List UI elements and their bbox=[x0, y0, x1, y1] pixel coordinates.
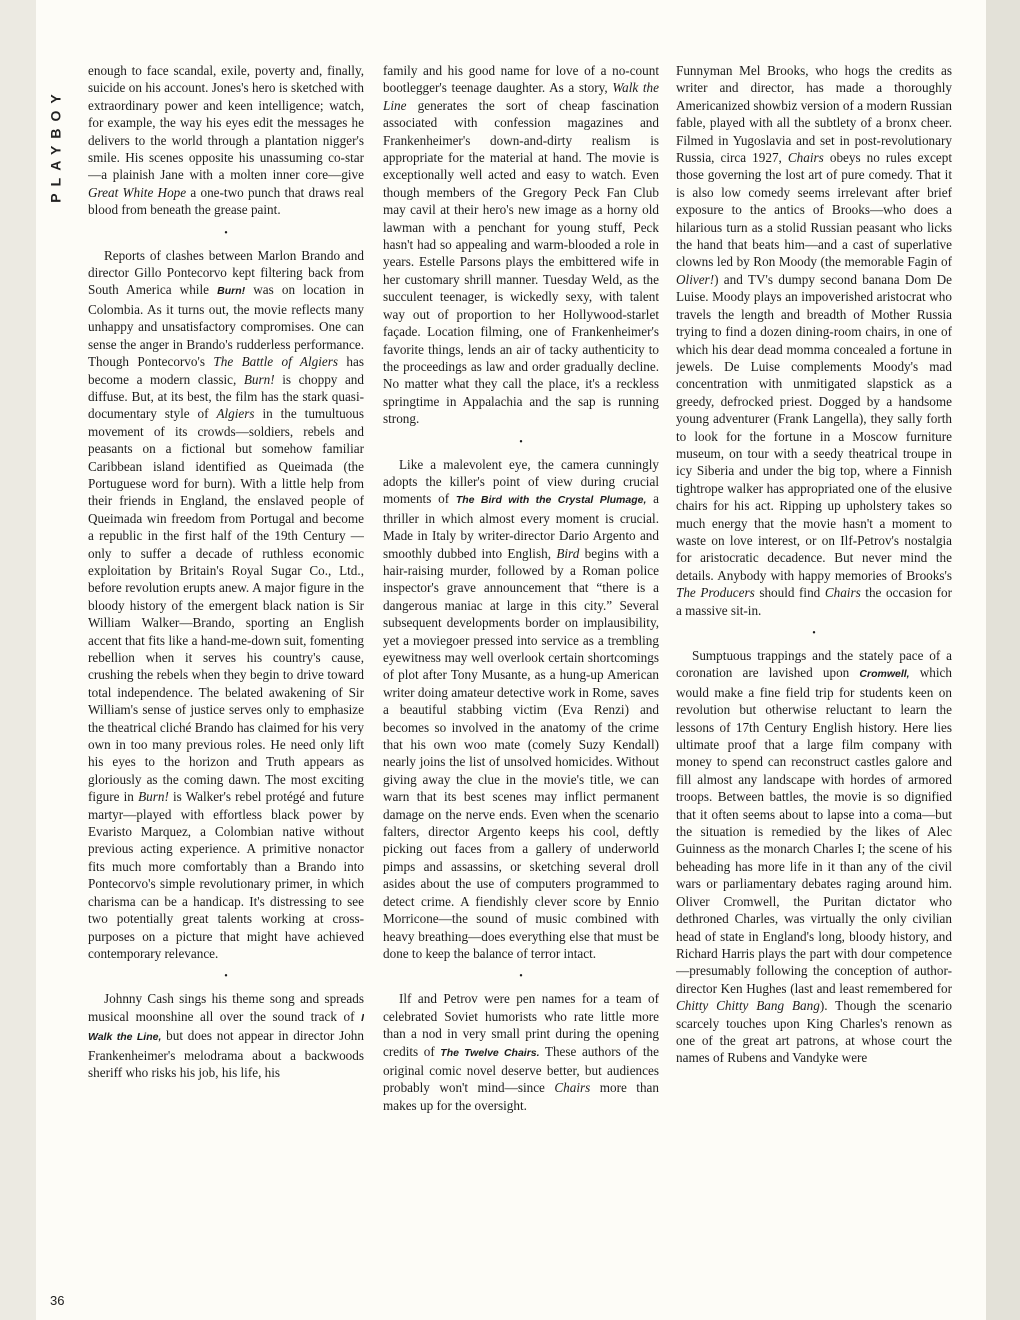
film-title: The Producers bbox=[676, 585, 755, 601]
paragraph bbox=[383, 990, 659, 1114]
film-title: I Walk the Line, bbox=[88, 1011, 364, 1044]
film-title: Chairs bbox=[787, 150, 824, 166]
text-run: is choppy and diffuse. But, at its best, the film has the stark quasi-documentary style of bbox=[88, 371, 364, 422]
film-title: Burn! bbox=[138, 789, 169, 805]
text-column-2 bbox=[383, 62, 659, 1312]
paragraph bbox=[88, 247, 364, 963]
page-edge-left bbox=[0, 0, 36, 1320]
text-run: These authors of the original comic novel deserve better, but audiences probably won't mind—since bbox=[383, 1043, 659, 1096]
text-run: Funnyman Mel Brooks, who hogs the credits as writer and director, has made a thoroughly Americanized showbiz version of a modern Russian fable, played with all the subtlety of a bronx cheer. Filmed in Yugoslavia and set in post-revolutionary Russia, circa 1927, bbox=[676, 63, 952, 166]
film-title: Walk the Line bbox=[383, 80, 659, 113]
text-run: Johnny Cash sings his theme song and spreads musical moonshine all over the sound track of bbox=[88, 991, 364, 1024]
film-title: Burn! bbox=[217, 285, 246, 298]
text-run: obeys no rules except those governing the lost art of pure comedy. That it is also low comedy seems irrelevant after brief exposure to the antics of Brooks—who does a hilarious turn as a stolid Russian peasant who licks the hand that beats him—and a cast of superlative clowns led by Ron Moody (the memorable Fagin of bbox=[676, 150, 952, 270]
text-run: generates the sort of cheap fascination associated with confession magazines and Frankenheimer's down-and-dirty realism is appropriate for the material at hand. The movie is exceptionally well acted and easy to watch. Even though members of the Gregory Peck Fan Club may cavil at their hero's new image as a horny old lawman with a penchant for young stuff, Peck hasn't had so appealing and warm-blooded a role in years. Estelle Parsons plays the embittered wife in her customary shrill manner. Tuesday Weld, as the succulent teenager, is wickedly sexy, with talent way out of proportion to her Hollywood-starlet façade. Location filming, one of Frankenheimer's favorite things, lends an air of tacky authenticity to the proceedings as law and order gradually decline. No matter what they call the place, it's a reckless springtime in Appalachia and the sap is running strong. bbox=[383, 97, 659, 427]
text-run: in the tumultuous movement of its crowds—soldiers, rebels and peasants on a fictional but somehow familiar Caribbean island identified as Queimada (the Portuguese word for burn). With a little help from their friends in England, the enslaved people of Queimada win freedom from Portugal and become a republic in the first half of the 19th Century —only to suffer a decade of ruthless economic exploitation by Britain's Royal Sugar Co., Ltd., before revolution erupts anew. A major figure in the bloody history of the emergent black nation is Sir William Walker—Brando, sporting an English accent that fits like a hand-me-down suit, fomenting rebellion when it serves his country's cause, crushing the rebels when they begin to drive toward total independence. The belated awakening of Sir William's sense of justice serves only to emphasize the theatrical cliché Brando has claimed for his very own in too many previous roles. He need only lift his eyes to the horizon and Truth appears as gloriously as the coming dawn. The most exciting figure in bbox=[88, 406, 364, 805]
text-run: should find bbox=[754, 585, 825, 601]
text-run: but does not appear in director John Frankenheimer's melodrama about a backwoods sheriff who risks his job, his life, his bbox=[88, 1028, 364, 1080]
masthead-label: PLAYBOY bbox=[48, 87, 65, 203]
section-bullet: • bbox=[519, 436, 523, 448]
paragraph bbox=[88, 990, 364, 1081]
text-run: was on location in Colombia. As it turns out, the movie reflects many unhappy and unsatisfactory compromises. One can sense the anger in Brando's rudderless performance. Though Pontecorvo's bbox=[88, 282, 364, 370]
text-run: begins with a hair-raising murder, followed by a Roman police inspector's grave announcement that “there is a dangerous maniac at large in this city.” Several subsequent developments border on implausibility, yet a moviegoer pressed into service as a trembling eyewitness may well overlook certain shortcomings of plot after Tony Musante, as a hung-up American writer doing amateur detective work in Rome, saves a beautiful stabbing victim (Eva Renzi) and becomes so involved in the anatomy of the crime that his own woo mate (comely Suzy Kendall) nearly joins the list of unsolved homicides. Without giving away the clue in the movie's title, we can warn that its best scenes may inflict permanent damage on the nerve ends. Even when the scenario falters, director Argento keeps his cool, deftly picking out faces from a gallery of underworld pimps and assassins, or sketching several droll asides about the use of computers programmed to detect crime. A fiendishly clever score by Ennio Morricone—the sound of music combined with heavy breathing—does everything else that must be done to keep the balance of terror intact. bbox=[383, 545, 659, 961]
text-run: the occasion for a massive sit-in. bbox=[676, 585, 952, 618]
film-title: Chitty Chitty Bang Bang bbox=[676, 998, 820, 1014]
section-bullet: • bbox=[812, 628, 816, 639]
text-run: ) and TV's dumpy second banana Dom De Luise. Moody plays an impoverished aristocrat who travels the length and breadth of Mother Russia trying to find a dozen dining-room chairs, in one of which his dear dead momma concealed a fortune in jewels. De Luise complements Moody's mad concentration with unmitigated slapstick as a greedy, defrocked priest. Dogged by a handsome young adventurer (Frank Langella), they sally forth to look for the fortune in a Moscow furniture museum, on tour with a seedy theatrical troupe in icy Siberia and under the big top, where a Finnish tightrope walker has appropriated one of the elusive chairs for his act. Ripping up upholstery takes so much energy that the movie hasn't a moment to waste on love interest, or on Ilf-Petrov's nostalgia for aristocratic decadence. But never mind the details. Anybody with happy memories of Brooks's bbox=[676, 271, 952, 583]
film-title: Bird bbox=[556, 545, 580, 561]
section-bullet: • bbox=[519, 971, 523, 983]
text-column-3 bbox=[676, 62, 952, 1312]
text-run: enough to face scandal, exile, poverty and, finally, suicide on his account. Jones's hero is sketched with extraordinary power and keen intelligence; watch, for example, the way his eyes edit the messages he delivers to the world through a plantation nigger's smile. His scenes opposite his unassuming co-star—a plainish Jane with a molten inner core—give bbox=[88, 63, 364, 183]
paragraph bbox=[383, 456, 659, 963]
text-run: has become a modern classic, bbox=[88, 354, 364, 387]
text-run: Reports of clashes between Marlon Brando and director Gillo Pontecorvo kept filtering back from South America while bbox=[88, 247, 364, 298]
page-number: 36 bbox=[50, 1293, 65, 1308]
text-run: Ilf and Petrov were pen names for a team of celebrated Soviet humorists who rate little more than a nod in very small print during the opening credits of bbox=[383, 991, 659, 1059]
text-column-1 bbox=[88, 62, 364, 1312]
text-run: a one-two punch that draws real blood from beneath the grease paint. bbox=[88, 184, 364, 218]
text-run: a thriller in which almost every moment is crucial. Made in Italy by writer-director Dario Argento and smoothly dubbed into English, bbox=[383, 491, 659, 561]
film-title: The Bird with the Crystal Plumage, bbox=[455, 494, 647, 507]
paragraph bbox=[383, 62, 659, 428]
text-run: ). Though the scenario scarcely touches upon King Charles's renown as one of the great art patrons, at whose court the names of Rubens and Vandyke were bbox=[676, 998, 952, 1066]
text-run: is Walker's rebel protégé and future martyr—played with effortless black power by Evaristo Marquez, a Colombian native without previous acting experience. A primitive nonactor fits much more comfortably than a Brando into Pontecorvo's simple revolutionary primer, in which charisma can be a handicap. It's distressing to see two potentially great talents working at cross-purposes on a picture that might have achieved contemporary relevance. bbox=[88, 789, 364, 961]
text-run: Like a malevolent eye, the camera cunningly adopts the killer's point of view during crucial moments of bbox=[383, 456, 659, 507]
film-title: Oliver! bbox=[676, 271, 715, 287]
film-title: The Twelve Chairs. bbox=[440, 1046, 540, 1059]
section-bullet: • bbox=[224, 227, 228, 239]
film-title: Chairs bbox=[554, 1080, 591, 1096]
text-run: Sumptuous trappings and the stately pace of a coronation are lavished upon bbox=[676, 648, 952, 681]
film-title: The Battle of Algiers bbox=[213, 354, 338, 370]
masthead bbox=[40, 70, 72, 220]
film-title: Chairs bbox=[824, 585, 861, 601]
film-title: Burn! bbox=[243, 371, 275, 387]
paragraph bbox=[88, 62, 364, 219]
page-edge-right bbox=[986, 0, 1020, 1320]
text-run: which would make a fine field trip for students keen on revolution but otherwise reluctant to learn the lessons of 17th Century English history. Here lies ultimate proof that a large film company with money to spend can reconstruct castles galore and fill almost any landscape with hordes of armored troops. Between battles, the movie is so dignified that it often seems about to lapse into a coma—but the situation is remedied by the likes of Alec Guinness as the monarch Charles I; the scene of his beheading has more life in it than any of the civil wars or parliamentary debates raging around him. Oliver Cromwell, the Puritan dictator who dethroned Charles, was virtually the only civilian head of state in England's long, bloody history, and Richard Harris plays the part with dour competence—presumably following the conception of author-director Ken Hughes (last and least remembered for bbox=[676, 665, 952, 996]
film-title: Cromwell, bbox=[859, 668, 910, 681]
section-bullet: • bbox=[224, 971, 228, 983]
text-run: family and his good name for love of a no-count bootlegger's teenage daughter. As a story, bbox=[383, 63, 659, 96]
paragraph bbox=[676, 62, 952, 619]
film-title: Algiers bbox=[216, 406, 255, 422]
film-title: Great White Hope bbox=[88, 184, 187, 200]
paragraph bbox=[676, 647, 952, 1067]
text-run: more than makes up for the oversight. bbox=[383, 1080, 659, 1113]
